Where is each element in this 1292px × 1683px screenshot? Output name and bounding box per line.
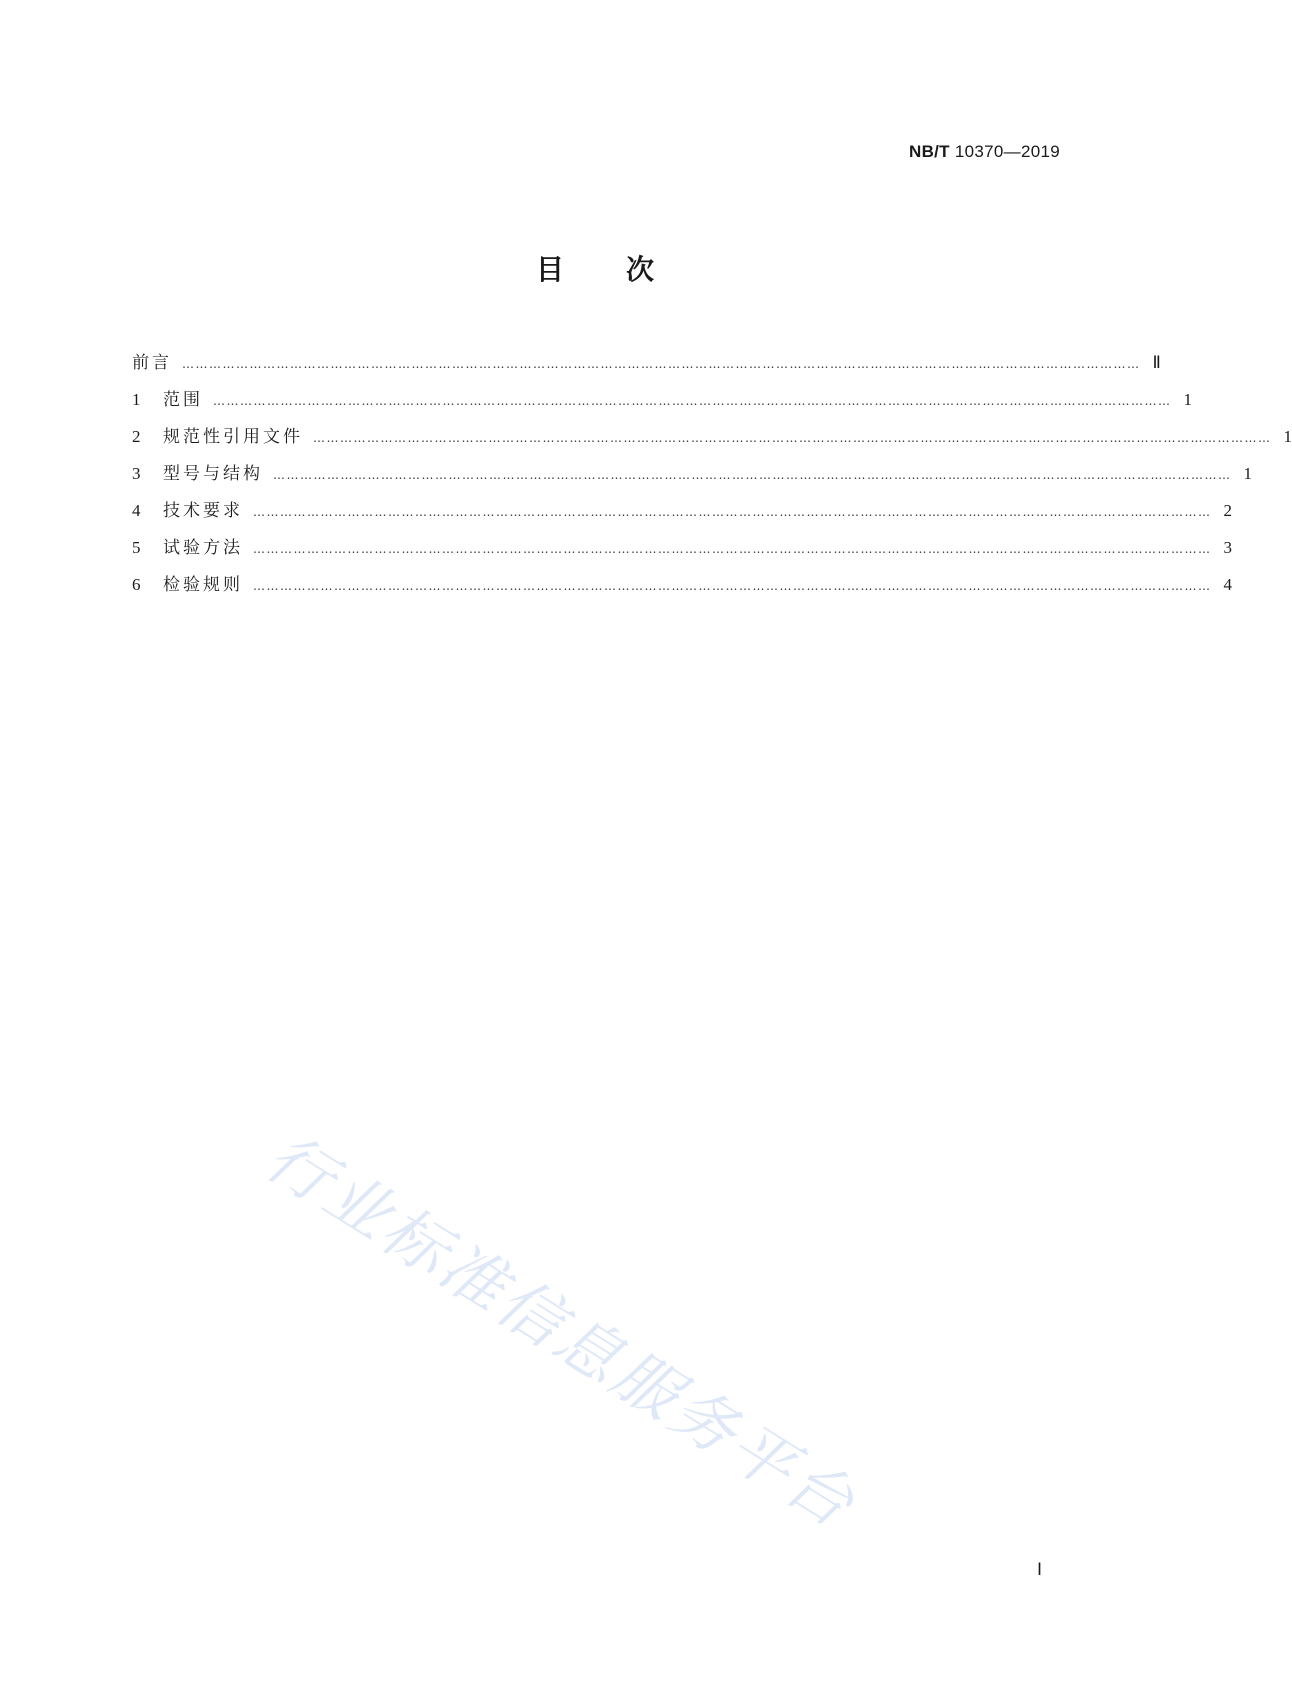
toc-title: 目次 — [535, 253, 716, 286]
standard-prefix: NB/T — [909, 142, 950, 161]
toc-entry-label: 型号与结构 — [163, 464, 263, 484]
toc-leader-dots: …………………………………………………………………………………………………………………………………………………………………………………………… — [313, 431, 1272, 445]
toc-leader-dots: …………………………………………………………………………………………………………………………………………………………………………………………… — [253, 579, 1212, 593]
toc-leader-dots: …………………………………………………………………………………………………………………………………………………………………………………………… — [213, 394, 1172, 408]
toc-entry-page: 3 — [1223, 538, 1232, 557]
toc-entry-number: 4 — [132, 501, 141, 520]
toc-entry-label: 试验方法 — [163, 538, 243, 558]
standard-number: 10370—2019 — [954, 142, 1060, 161]
toc-entry-page: 1 — [1283, 427, 1292, 446]
page-number: Ⅰ — [1036, 1560, 1042, 1579]
toc-entry-page: 2 — [1223, 501, 1232, 520]
toc-entry-normative-references[interactable] — [132, 422, 1292, 459]
toc-entry-label: 范围 — [163, 390, 203, 410]
table-of-contents — [132, 348, 1292, 607]
toc-entry-page: 4 — [1223, 575, 1232, 594]
toc-entry-label: 前言 — [132, 353, 172, 373]
toc-leader-dots: …………………………………………………………………………………………………………………………………………………………………………………………… — [182, 357, 1141, 371]
toc-entry-number: 2 — [132, 427, 141, 446]
toc-entry-label: 技术要求 — [163, 501, 243, 521]
toc-entry-number: 5 — [132, 538, 141, 557]
toc-entry-page: 1 — [1243, 464, 1252, 483]
toc-entry-scope[interactable] — [132, 385, 1192, 422]
watermark-text: 行业标准信息服务平台 — [252, 1120, 869, 1544]
toc-leader-dots: …………………………………………………………………………………………………………………………………………………………………………………………… — [253, 542, 1212, 556]
standard-code — [909, 142, 1060, 162]
toc-entry-model-structure[interactable] — [132, 459, 1252, 496]
toc-entry-page: 1 — [1183, 390, 1192, 409]
toc-entry-technical-requirements[interactable] — [132, 496, 1232, 533]
toc-entry-page: Ⅱ — [1152, 353, 1161, 372]
toc-entry-number: 3 — [132, 464, 141, 483]
toc-entry-inspection-rules[interactable] — [132, 570, 1232, 607]
toc-entry-number: 6 — [132, 575, 141, 594]
toc-entry-number: 1 — [132, 390, 141, 409]
toc-entry-test-methods[interactable] — [132, 533, 1232, 570]
toc-leader-dots: …………………………………………………………………………………………………………………………………………………………………………………………… — [273, 468, 1232, 482]
toc-entry-label: 规范性引用文件 — [163, 427, 303, 447]
toc-leader-dots: …………………………………………………………………………………………………………………………………………………………………………………………… — [253, 505, 1212, 519]
toc-entry-foreword[interactable] — [132, 348, 1161, 385]
toc-entry-label: 检验规则 — [163, 575, 243, 595]
